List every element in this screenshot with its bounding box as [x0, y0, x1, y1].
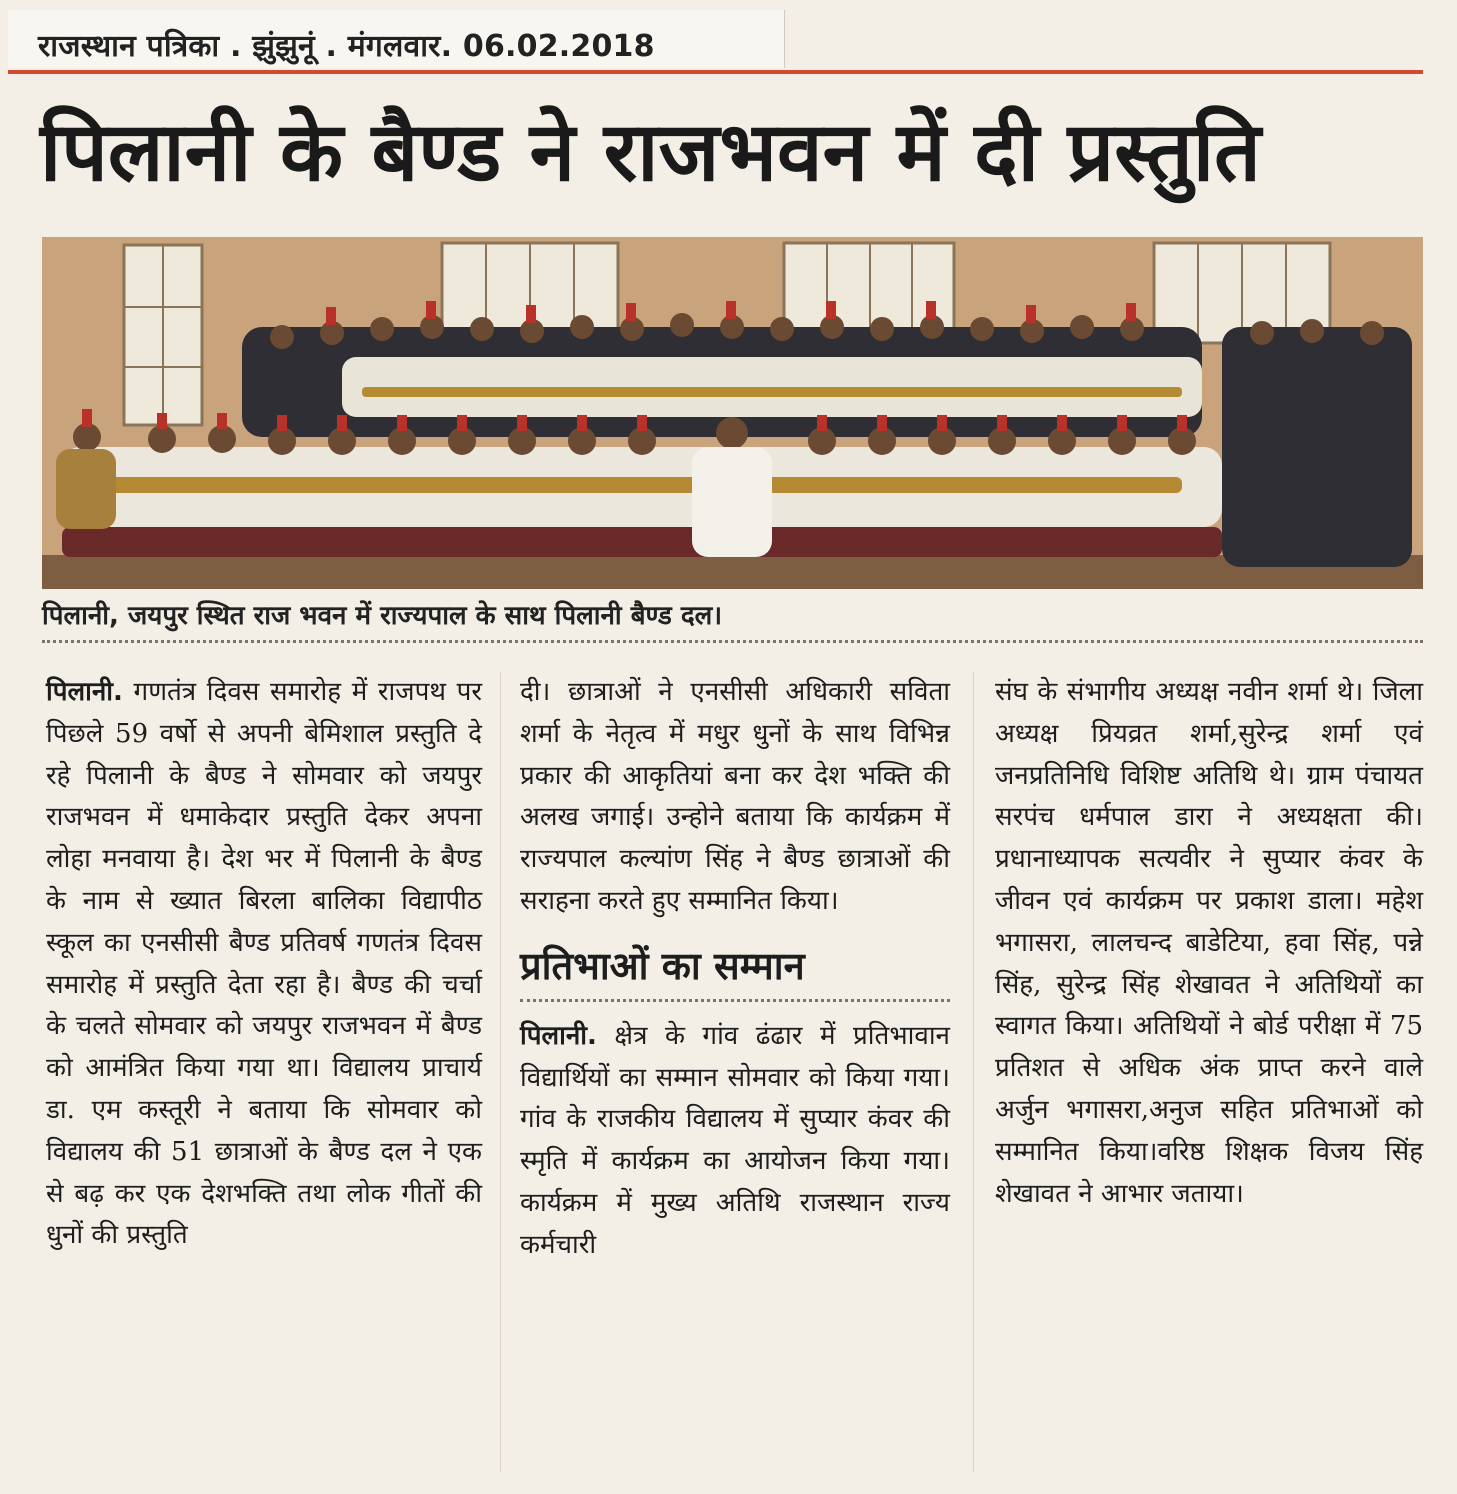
story1-continuation: दी। छात्राओं ने एनसीसी अधिकारी सविता शर्मा के नेतृत्व में मधुर धुनों के साथ विभिन्न प्रकार की आकृतियां बना कर देश भक्ति की अलख जगाई। उन्होने बताया कि कार्यक्रम में राज्यपाल कल्यांण सिंह ने बैण्ड छात्राओं की सराहना करते हुए सम्मानित किया।: [520, 677, 950, 916]
article-column-3: [995, 672, 1423, 1215]
story2-dateline: पिलानी.: [520, 1020, 597, 1051]
article-column-1: [46, 672, 482, 1257]
article-column-2: [520, 672, 950, 1267]
caption-divider: [42, 640, 1423, 643]
group-photo-illustration: [42, 237, 1423, 589]
story2-continuation: संघ के संभागीय अध्यक्ष नवीन शर्मा थे। जिला अध्यक्ष प्रियव्रत शर्मा,सुरेन्द्र शर्मा एवं जनप्रतिनिधि विशिष्ट अतिथि थे। ग्राम पंचायत सरपंच धर्मपाल डारा ने अध्यक्षता की। प्रधानाध्यापक सत्यवीर ने सुप्यार कंवर के जीवन एवं कार्यक्रम पर प्रकाश डाला। महेश भगासरा, लालचन्द बाडेटिया, हवा सिंह, पन्ने सिंह, सुरेन्द्र सिंह शेखावत ने अतिथियों का स्वागत किया। अतिथियों ने बोर्ड परीक्षा में 75 प्रतिशत से अधिक अंक प्राप्त करने वाले अर्जुन भगासरा,अनुज सहित प्रतिभाओं को सम्मानित किया।वरिष्ठ शिक्षक विजय सिंह शेखावत ने आभार जताया।: [995, 677, 1423, 1209]
masthead-text: राजस्थान पत्रिका . झुंझुनूं . मंगलवार. 06.02.2018: [38, 29, 655, 64]
news-photo: [42, 237, 1423, 589]
column-divider: [500, 672, 501, 1472]
headline: पिलानी के बैण्ड ने राजभवन में दी प्रस्तुति: [40, 105, 1261, 200]
story1-dateline: पिलानी.: [46, 677, 123, 707]
story2-body-col2: क्षेत्र के गांव ढंढार में प्रतिभावान विद्यार्थियों का सम्मान सोमवार को किया गया। गांव के राजकीय विद्यालय में सुप्यार कंवर की स्मृति में कार्यक्रम का आयोजन किया गया। कार्यक्रम में मुख्य अतिथि राजस्थान राज्य कर्मचारी: [520, 1020, 950, 1260]
masthead-rule: [8, 70, 1423, 74]
story1-body-col1: गणतंत्र दिवस समारोह में राजपथ पर पिछले 59 वर्षो से अपनी बेमिशाल प्रस्तुति दे रहे पिलानी के बैण्ड ने सोमवार को जयपुर राजभवन में धमाकेदार प्रस्तुति देकर अपना लोहा मनवाया है। देश भर में पिलानी के बैण्ड के नाम से ख्यात बिरला बालिका विद्यापीठ स्कूल का एनसीसी बैण्ड प्रतिवर्ष गणतंत्र दिवस समारोह में प्रस्तुति देता रहा है। बैण्ड की चर्चा के चलते सोमवार को जयपुर राजभवन में बैण्ड को आमंत्रित किया गया था। विद्यालय प्राचार्य डा. एम कस्तूरी ने बताया कि सोमवार को विद्यालय की 51 छात्राओं के बैण्ड दल ने एक से बढ़ कर एक देशभक्ति तथा लोक गीतों की धुनों की प्रस्तुति: [46, 677, 482, 1251]
photo-caption: पिलानी, जयपुर स्थित राज भवन में राज्यपाल के साथ पिलानी बैण्ड दल।: [42, 601, 723, 631]
story1-paragraph: [46, 672, 482, 1257]
story2-subhead: प्रतिभाओं का सम्मान: [520, 943, 805, 988]
column-divider: [973, 672, 974, 1472]
subhead-divider: [520, 999, 950, 1002]
story2-paragraph: [520, 1016, 950, 1267]
masthead: [8, 10, 785, 68]
